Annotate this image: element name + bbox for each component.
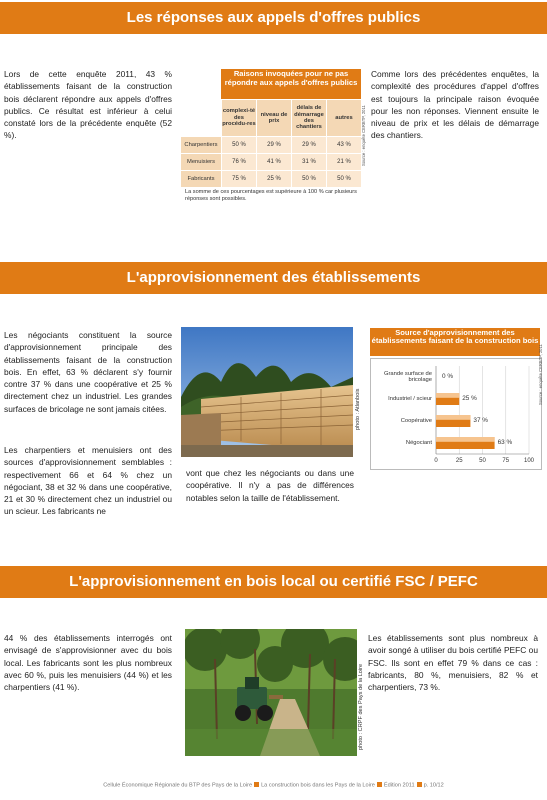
table-column-header: niveau de prix: [257, 100, 291, 136]
table-cell: 76 %: [222, 154, 256, 170]
chart-bar-highlight: [436, 415, 470, 420]
footer-page-number: p. 10/12: [423, 782, 444, 789]
table-column-header: autres: [327, 100, 361, 136]
table-cell: 75 %: [222, 171, 256, 187]
s1-left-paragraph: Lors de cette enquête 2011, 43 % établissements faisant de la construction bois déclarent répondre aux appels d'offres publics. Ce résultat est inférieur à celui constaté lors de la précédente enquête (52 %).: [4, 69, 172, 141]
section-banner-approvisionnement: L'approvisionnement des établissements: [0, 262, 547, 294]
table-source: Source : enquête CERBTP, 2011: [361, 105, 366, 166]
section-banner-bois-local: L'approvisionnement en bois local ou certifié FSC / PEFC: [0, 566, 547, 598]
s2-center-paragraph: vont que chez les négociants ou dans une coopérative. Il n'y a pas de différences notables selon la taille de l'établissement.: [186, 468, 354, 503]
table-column-header: complexi-té des procédu-res: [222, 100, 256, 136]
chart-bar-highlight: [436, 437, 495, 442]
table-cell: 21 %: [327, 154, 361, 170]
forest-tractor-photo: [185, 629, 357, 756]
table-cell: 25 %: [257, 171, 291, 187]
chart-value-label: 63 %: [497, 439, 513, 446]
footer-publication: La construction bois dans les Pays de la Loire: [261, 782, 375, 789]
chart-bar-highlight: [436, 393, 459, 398]
photo-credit-crpf: photo : CRPF des Pays de la Loire: [358, 663, 364, 750]
table-cell: 31 %: [292, 154, 326, 170]
table-cell: 29 %: [257, 137, 291, 153]
chart-value-label: 25 %: [462, 395, 477, 402]
table-title: Raisons invoquées pour ne pas répondre aux appels d'offres publics: [221, 69, 361, 99]
page-footer: [0, 782, 547, 789]
table-cell: 50 %: [222, 137, 256, 153]
s3-right-paragraph: Les établissements sont plus nombreux à avoir songé à utiliser du bois certifié PEFC ou FSC. Ils sont en effet 79 % dans ce cas : fabricants, 80 %, menuisiers, 82 % et charpentiers, 73 %.: [368, 633, 538, 693]
chart-category-label: Coopérative: [400, 417, 432, 424]
footer-edition: Édition 2011: [383, 782, 415, 789]
chart-category-label: Industriel / scieur: [388, 395, 432, 402]
table-row-label: Menuisiers: [181, 154, 221, 170]
chart-tick-label: 0: [434, 458, 438, 464]
section-banner-appels-offres: Les réponses aux appels d'offres publics: [0, 2, 547, 34]
footer-organisation: Cellule Économique Régionale du BTP des Pays de la Loire: [103, 782, 253, 789]
chart-category-label: Négociant: [405, 439, 432, 446]
table-cell: 50 %: [327, 171, 361, 187]
chart-tick-label: 25: [455, 458, 463, 464]
table-column-header: délais de démarrage des chantiers: [292, 100, 326, 136]
chart-value-label: 37 %: [473, 417, 488, 424]
table-note: La somme de ces pourcentages est supérieure à 100 % car plusieurs réponses sont possibles.: [185, 189, 357, 202]
photo-credit-atlanbois: photo : Atlanbois: [355, 388, 361, 430]
s2-left-paragraph-2: Les charpentiers et menuisiers ont des sources d'approvisionnement semblables : respectivement 66 et 64 % chez un négociant, 38 et 32 % dans une coopérative, 21 et 30 % directement chez un industriel ou un scieur. Les fabricants ne: [4, 445, 172, 517]
s2-left-paragraph-1: Les négociants constituent la source d'approvisionnement principale des établissements faisant de la construction bois. En effet, 63 % déclarent s'y fournir contre 37 % dans une coopérative et 25 % directement chez un industriel. Les grandes surfaces de bricolage ne sont jamais citées.: [4, 330, 172, 414]
chart-title: Source d'approvisionnement des établissements faisant de la construction bois: [370, 328, 540, 356]
s3-left-paragraph: 44 % des établissements interrogés ont envisagé de s'approvisionner avec du bois local. Les fabricants sont les plus nombreux avec 60 %, puis les menuisiers (44 %) et les charpentiers (41 %).: [4, 633, 172, 693]
table-row-label: Charpentiers: [181, 137, 221, 153]
table-cell: 50 %: [292, 171, 326, 187]
chart-value-label: 0 %: [442, 373, 454, 380]
chart-tick-label: 50: [479, 458, 486, 464]
chart-tick-label: 100: [523, 458, 534, 464]
s1-right-paragraph: Comme lors des précédentes enquêtes, la complexité des procédures d'appel d'offres est toujours la principale raison évoquée pour les non réponses. Viennent ensuite le niveau de prix et les délais de démarrage des chantiers.: [371, 69, 539, 141]
table-cell: 29 %: [292, 137, 326, 153]
chart-category-label: Grande surface de bricolage: [383, 370, 432, 383]
chart-source: Source : enquête CERBTP, 2011: [538, 344, 543, 405]
table-row-label: Fabricants: [181, 171, 221, 187]
chart-tick-label: 75: [502, 458, 510, 464]
table-cell: 43 %: [327, 137, 361, 153]
table-cell: 41 %: [257, 154, 291, 170]
